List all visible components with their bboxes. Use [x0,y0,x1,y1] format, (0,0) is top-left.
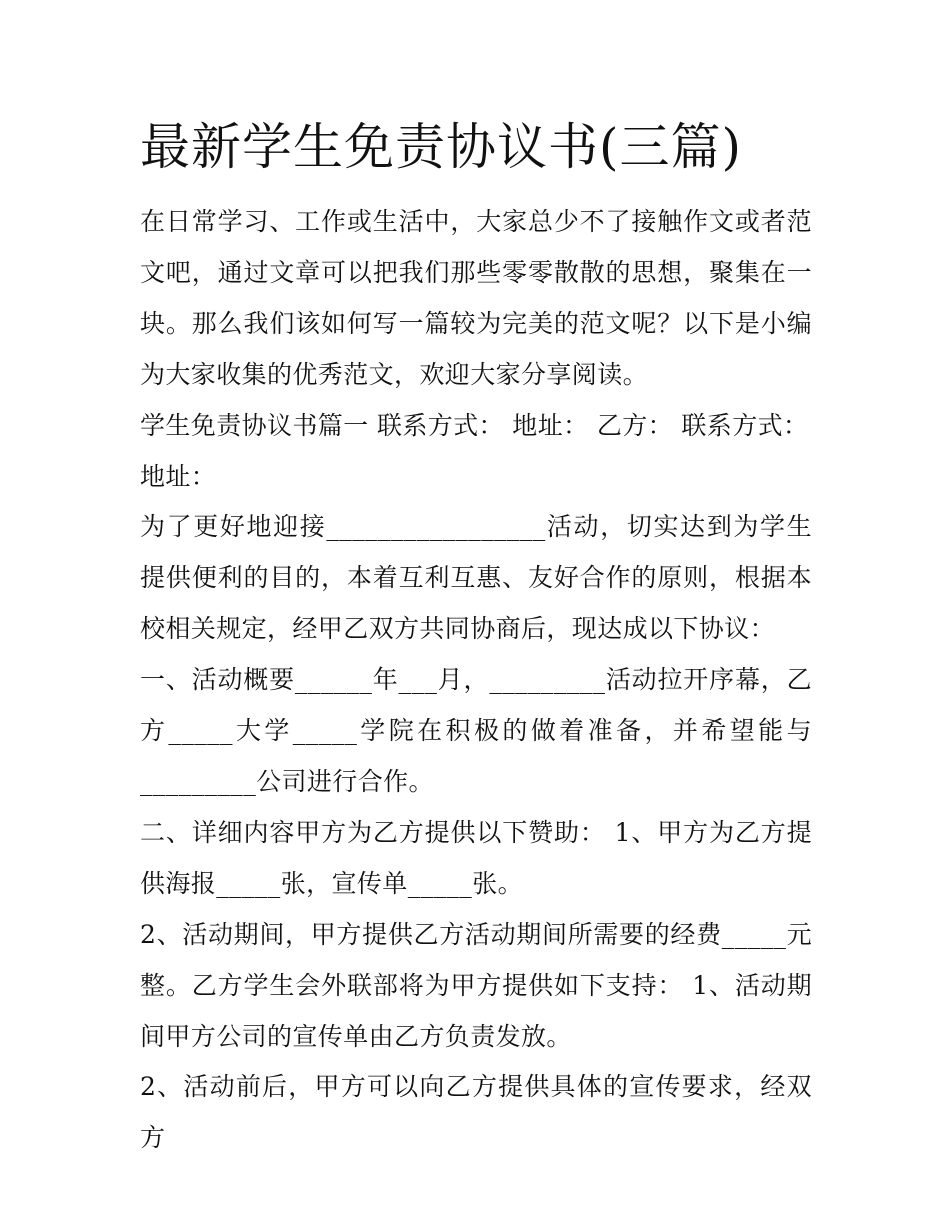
paragraph-contact: 学生免责协议书篇一 联系方式： 地址： 乙方： 联系方式： [140,410,809,440]
paragraph-funding: 2、活动期间，甲方提供乙方活动期间所需要的经费_____元整。乙方学生会外联部将为甲方提供如下支持： 1、活动期间甲方公司的宣传单由乙方负责发放。 [140,919,812,1051]
paragraph-purpose: 为了更好地迎接_________________活动，切实达到为学生提供便利的目的，本着互利互惠、友好合作的原则，根据本校相关规定，经甲乙双方共同协商后，现达成以下协议： [140,512,812,644]
document-title: 最新学生免责协议书(三篇) [140,118,743,176]
paragraph-promotion: 2、活动前后，甲方可以向乙方提供具体的宣传要求，经双方 [140,1072,812,1153]
paragraph-details: 二、详细内容甲方为乙方提供以下赞助： 1、甲方为乙方提供海报_____张，宣传单_____张。 [140,817,812,898]
paragraph-intro: 在日常学习、工作或生活中，大家总少不了接触作文或者范文吧，通过文章可以把我们那些零零散散的思想，聚集在一块。那么我们该如何写一篇较为完美的范文呢？以下是小编为大家收集的优秀范文，欢迎大家分享阅读。 [140,207,812,389]
document-body [140,197,812,1164]
paragraph-overview: 一、活动概要______年___月，_________活动拉开序幕，乙方_____大学_____学院在积极的做着准备，并希望能与_________公司进行合作。 [140,665,812,796]
paragraph-address: 地址： [140,461,217,491]
